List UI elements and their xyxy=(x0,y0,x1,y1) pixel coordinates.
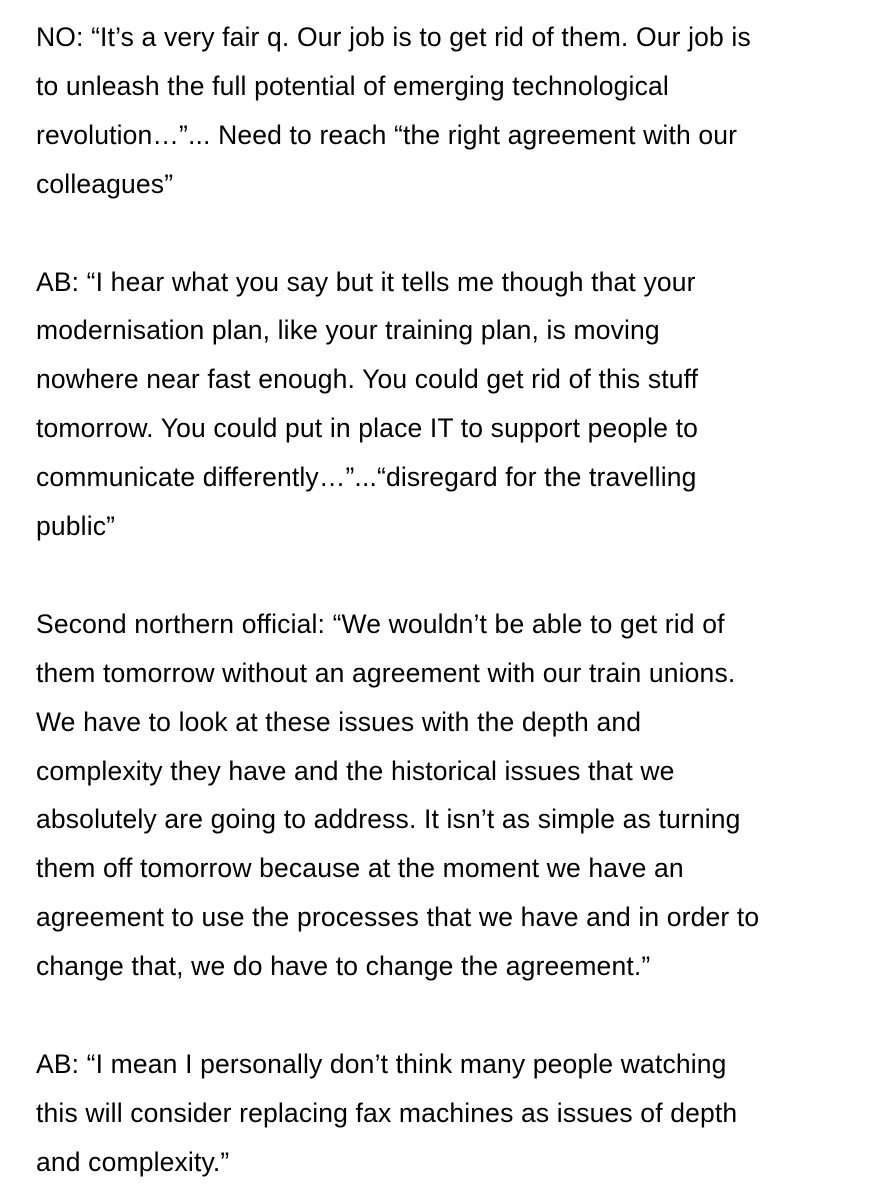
text-line: tomorrow. You could put in place IT to support people to xyxy=(36,413,699,444)
text-line: We have to look at these issues with the depth and xyxy=(36,706,642,737)
text-line: colleagues” xyxy=(36,168,174,199)
text-line: Second northern official: “We wouldn’t be able to get rid of xyxy=(36,608,725,639)
text-line: them off tomorrow because at the moment we have an xyxy=(36,853,684,884)
text-line: change that, we do have to change the agreement.” xyxy=(36,951,651,982)
text-line: NO: “It’s a very fair q. Our job is to get rid of them. Our job is xyxy=(36,22,751,52)
text-line: them tomorrow without an agreement with our train unions. xyxy=(36,657,736,688)
paragraph-ab-closing xyxy=(36,1040,856,1187)
text-line: complexity they have and the historical issues that we xyxy=(36,755,675,786)
text-line: and complexity.” xyxy=(36,1146,230,1177)
paragraph-ab-response xyxy=(36,258,856,551)
text-line: AB: “I hear what you say but it tells me though that your xyxy=(36,266,696,297)
text-line: this will consider replacing fax machines as issues of depth xyxy=(36,1097,738,1128)
text-line: revolution…”... Need to reach “the right agreement with our xyxy=(36,119,738,150)
paragraph-no-statement xyxy=(36,13,856,209)
text-line: public” xyxy=(36,511,116,542)
text-line: AB: “I mean I personally don’t think many people watching xyxy=(36,1048,727,1079)
transcript-document xyxy=(36,13,856,1187)
paragraph-second-official xyxy=(36,600,856,991)
text-line: agreement to use the processes that we have and in order to xyxy=(36,902,760,933)
text-line: absolutely are going to address. It isn’t as simple as turning xyxy=(36,804,741,835)
text-line: communicate differently…”...“disregard for the travelling xyxy=(36,462,697,493)
text-line: modernisation plan, like your training plan, is moving xyxy=(36,315,660,346)
text-line: nowhere near fast enough. You could get rid of this stuff xyxy=(36,364,699,395)
text-line: to unleash the full potential of emerging technological xyxy=(36,70,669,101)
